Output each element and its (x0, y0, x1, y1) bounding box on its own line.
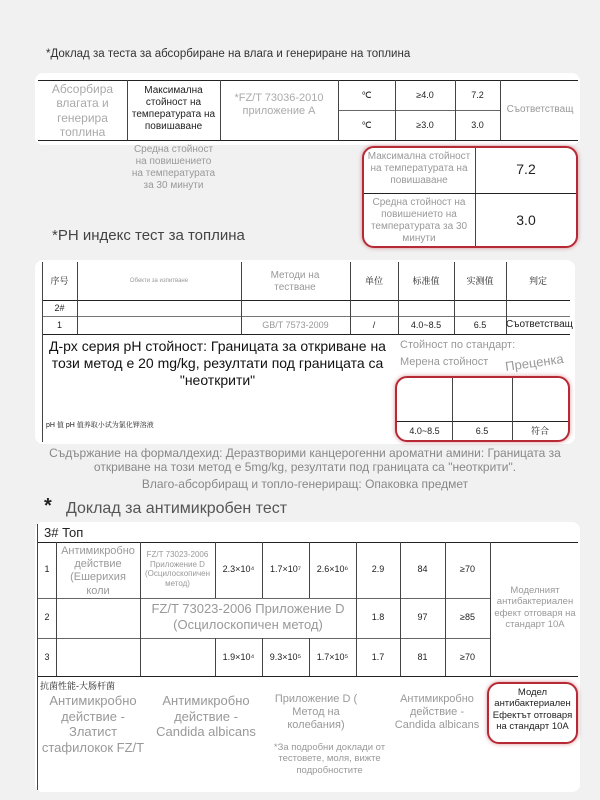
col-header: 判定 (528, 276, 547, 286)
callout-verdict: 符合 (530, 426, 549, 436)
candida-overlay: Антимикробно действие - Candida albicans (156, 693, 256, 740)
cell: 84 (417, 564, 428, 574)
moisture-test-title: *Доклад за теста за абсорбиране на влага и генериране на топлина (46, 48, 411, 60)
row-verdict: Съответстващ (506, 319, 573, 330)
std-label: Стойност по стандарт: (400, 339, 516, 351)
row-val: 6.5 (473, 320, 487, 330)
row-no: 1 (44, 564, 50, 574)
details-note: *За подробни доклади от тестовете, моля, вижте подробностите (273, 742, 386, 776)
moisture-method: *FZ/T 73036-2010 приложение A (234, 92, 324, 118)
cell: 1.9×10⁴ (222, 652, 255, 662)
callout-std: 4.0~8.5 (409, 426, 440, 436)
cell: ≥85 (460, 612, 475, 622)
col-header: Методи на тестване (270, 270, 320, 293)
measured-label: Мерена стойност (400, 356, 489, 368)
batch-label: 2# (54, 303, 65, 313)
cell: 1.7×10⁷ (269, 564, 302, 574)
callout-val: 6.5 (475, 426, 489, 436)
max-rise-label: Максимална стойност на температурата на повишаване (131, 85, 216, 132)
cell: 2.9 (371, 564, 385, 574)
col-header: Обекти за изпитване (129, 278, 189, 284)
row-no: 1 (56, 320, 62, 330)
callout-max: 7.2 (516, 161, 536, 177)
cell: 9.3×10⁵ (269, 652, 302, 662)
antimicrobial-verdict: Моделният антибактериален ефект отговаря на стандарт 10A (494, 585, 576, 631)
measured-value: 3.0 (471, 120, 484, 130)
staph-overlay: Антимикробно действие - Златист стафилокок FZ/T (41, 693, 145, 755)
cell: ≥70 (460, 652, 475, 662)
row-no: 3 (44, 652, 50, 662)
unit: ℃ (361, 90, 372, 100)
col-header: 单位 (364, 276, 383, 286)
measured-value: 7.2 (471, 90, 484, 100)
ph-overlay: Д-рх серия pH стойност: Границата за откриване на този метод е 20 mg/kg, резултати под границата са "неоткрити" (49, 338, 386, 388)
batch-label: 3# Топ (44, 525, 84, 540)
cell: 1.7×10⁵ (316, 652, 349, 662)
cell: 2.3×10⁴ (222, 564, 255, 574)
row-name: Антимикробно действие (Ешерихия коли (61, 545, 135, 597)
cell: 81 (417, 652, 428, 662)
callout-max-label: Максимална стойност на температурата на повишаване (367, 151, 471, 186)
cell: 1.8 (371, 612, 385, 622)
col-header: 标准值 (412, 276, 440, 286)
unit: ℃ (361, 120, 372, 130)
ph-footnote: pH 值 pH 值养取小试为氯化钾溶液 (46, 422, 154, 429)
packaging-overlay: Влаго-абсорбиращ и топло-генериращ: Опаковка предмет (141, 477, 469, 491)
col-header: 实测值 (466, 276, 494, 286)
row-unit: / (372, 320, 376, 330)
cn-label: 抗菌性能-大肠杆菌 (40, 681, 115, 691)
row-std: 4.0~8.5 (410, 320, 442, 330)
callout-text: Модел антибактериален Ефектът отговаря на стандарт 10A (492, 687, 573, 733)
moisture-verdict: Съответстващ (506, 104, 574, 115)
method-overlay: FZ/T 73023-2006 Приложение D (Осцилоскопичен метод) (151, 601, 345, 632)
method2-overlay: Приложение D ( Метод на колебания) (274, 693, 358, 732)
moisture-item: Абсорбира влагата и генерира топлина (51, 82, 114, 140)
star-mark: * (44, 495, 52, 517)
antimicrobial-title: Доклад за антимикробен тест (66, 500, 288, 517)
std-value: ≥4.0 (416, 90, 434, 100)
formaldehyde-overlay: Съдържание на формалдехид: Деразтворими канцерогенни ароматни амини: Границата за откриване на този метод е 5mg/kg, резултати под границата са "неоткрити". (49, 446, 561, 475)
candida2-overlay: Антимикробно действие - Candida albicans (394, 693, 480, 732)
ph-test-title: *PH индекс тест за топлина (52, 227, 245, 244)
callout-avg: 3.0 (516, 212, 536, 228)
judge-label: Преценка (504, 350, 565, 375)
cell: ≥70 (460, 564, 475, 574)
cell: 1.7 (371, 652, 385, 662)
row-no: 2 (44, 612, 50, 622)
row-method: GB/T 7573-2009 (262, 320, 329, 330)
col-header: 序号 (50, 276, 69, 286)
std-value: ≥3.0 (416, 120, 434, 130)
avg-rise-label: Средна стойност на повишението на температурата за 30 минути (131, 144, 216, 191)
cell: 97 (417, 612, 428, 622)
row-method: FZ/T 73023-2006 Приложение D (Осцилоскопичен метод) (144, 550, 211, 588)
callout-avg-label: Средна стойност на повишението на температурата за 30 минути (370, 197, 468, 244)
cell: 2.6×10⁶ (316, 564, 349, 574)
